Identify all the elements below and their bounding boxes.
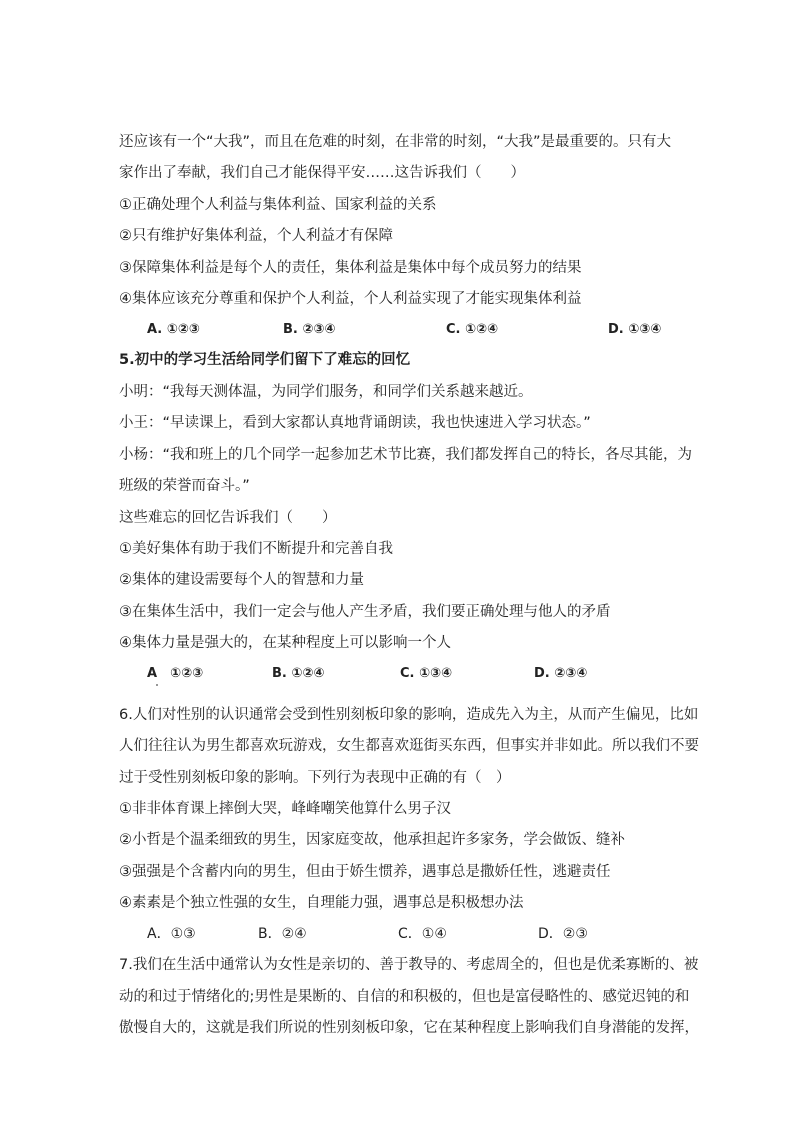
- q7-stem-line-1: 7.我们在生活中通常认为女性是亲切的、善于教导的、考虑周全的，但也是优柔寡断的、被: [119, 957, 699, 973]
- q4-stem-line-1: 还应该有一个“大我”，而且在危难的时刻，在非常的时刻，“大我”是最重要的。只有大: [119, 134, 672, 150]
- q5-statement-2: ②集体的建设需要每个人的智慧和力量: [119, 572, 364, 588]
- q5-option-c: C. ①③④: [400, 666, 453, 681]
- q4-statement-1: ①正确处理个人利益与集体利益、国家利益的关系: [119, 197, 437, 213]
- q4-option-d: D. ①③④: [608, 322, 662, 337]
- q4-option-a: A. ①②③: [147, 322, 200, 337]
- q6-statement-3: ③强强是个含蓄内向的男生，但由于娇生惯养，遇事总是撒娇任性，逃避责任: [119, 864, 611, 880]
- q5-stem: 5.初中的学习生活给同学们留下了难忘的回忆: [119, 352, 411, 368]
- q6-statement-4: ④素素是个独立性强的女生，自理能力强，遇事总是积极想办法: [119, 895, 524, 911]
- q4-statement-4: ④集体应该充分尊重和保护个人利益，个人利益实现了才能实现集体利益: [119, 291, 582, 307]
- q5-question: 这些难忘的回忆告诉我们（ ）: [119, 510, 337, 526]
- q6-stem-line-2: 人们往往认为男生都喜欢玩游戏，女生都喜欢逛街买东西，但事实并非如此。所以我们不要: [119, 738, 699, 754]
- q6-option-d: D．②③: [538, 926, 588, 942]
- q7-stem-line-3: 傲慢自大的，这就是我们所说的性别刻板印象，它在某种程度上影响我们自身潜能的发挥，: [119, 1020, 699, 1036]
- q5-xiaoming: 小明：“我每天测体温，为同学们服务，和同学们关系越来越近。: [119, 384, 533, 400]
- q6-option-a: A．①③: [147, 926, 196, 942]
- q4-statement-3: ③保障集体利益是每个人的责任，集体利益是集体中每个成员努力的结果: [119, 260, 582, 276]
- q5-statement-3: ③在集体生活中，我们一定会与他人产生矛盾，我们要正确处理与他人的矛盾: [119, 604, 611, 620]
- q5-option-b: B. ①②④: [272, 666, 325, 681]
- q4-option-c: C. ①②④: [446, 322, 499, 337]
- q6-stem-line-3: 过于受性别刻板印象的影响。下列行为表现中正确的有（ ）: [119, 770, 511, 786]
- q5-xiaowang: 小王：“早读课上，看到大家都认真地背诵朗读，我也快速进入学习状态。”: [119, 415, 591, 431]
- q5-statement-4: ④集体力量是强大的，在某种程度上可以影响一个人: [119, 635, 451, 651]
- q4-statement-2: ②只有维护好集体利益，个人利益才有保障: [119, 228, 393, 244]
- q6-statement-1: ①非非体育课上摔倒大哭，峰峰嘲笑他算什么男子汉: [119, 801, 451, 817]
- q7-stem-line-2: 动的和过于情绪化的;男性是果断的、自信的和积极的，但也是富侵略性的、感觉迟钝的和: [119, 989, 690, 1005]
- ink-dot: [156, 684, 158, 686]
- q6-option-c: C．①④: [398, 926, 447, 942]
- q5-xiaoyang-line-1: 小杨：“我和班上的几个同学一起参加艺术节比赛，我们都发挥自己的特长，各尽其能，为: [119, 447, 693, 463]
- q4-stem-line-2: 家作出了奉献，我们自己才能保得平安……这告诉我们（ ）: [119, 165, 525, 181]
- q6-option-b: B．②④: [258, 926, 307, 942]
- q5-option-d: D. ②③④: [534, 666, 588, 681]
- q6-stem-line-1: 6.人们对性别的认识通常会受到性别刻板印象的影响，造成先入为主，从而产生偏见，比如: [119, 707, 699, 723]
- q5-statement-1: ①美好集体有助于我们不断提升和完善自我: [119, 541, 393, 557]
- q4-option-b: B. ②③④: [283, 322, 336, 337]
- q6-statement-2: ②小哲是个温柔细致的男生，因家庭变故，他承担起许多家务，学会做饭、缝补: [119, 832, 625, 848]
- q5-option-a: A ①②③: [147, 666, 204, 681]
- q5-xiaoyang-line-2: 班级的荣誉而奋斗。”: [119, 478, 250, 494]
